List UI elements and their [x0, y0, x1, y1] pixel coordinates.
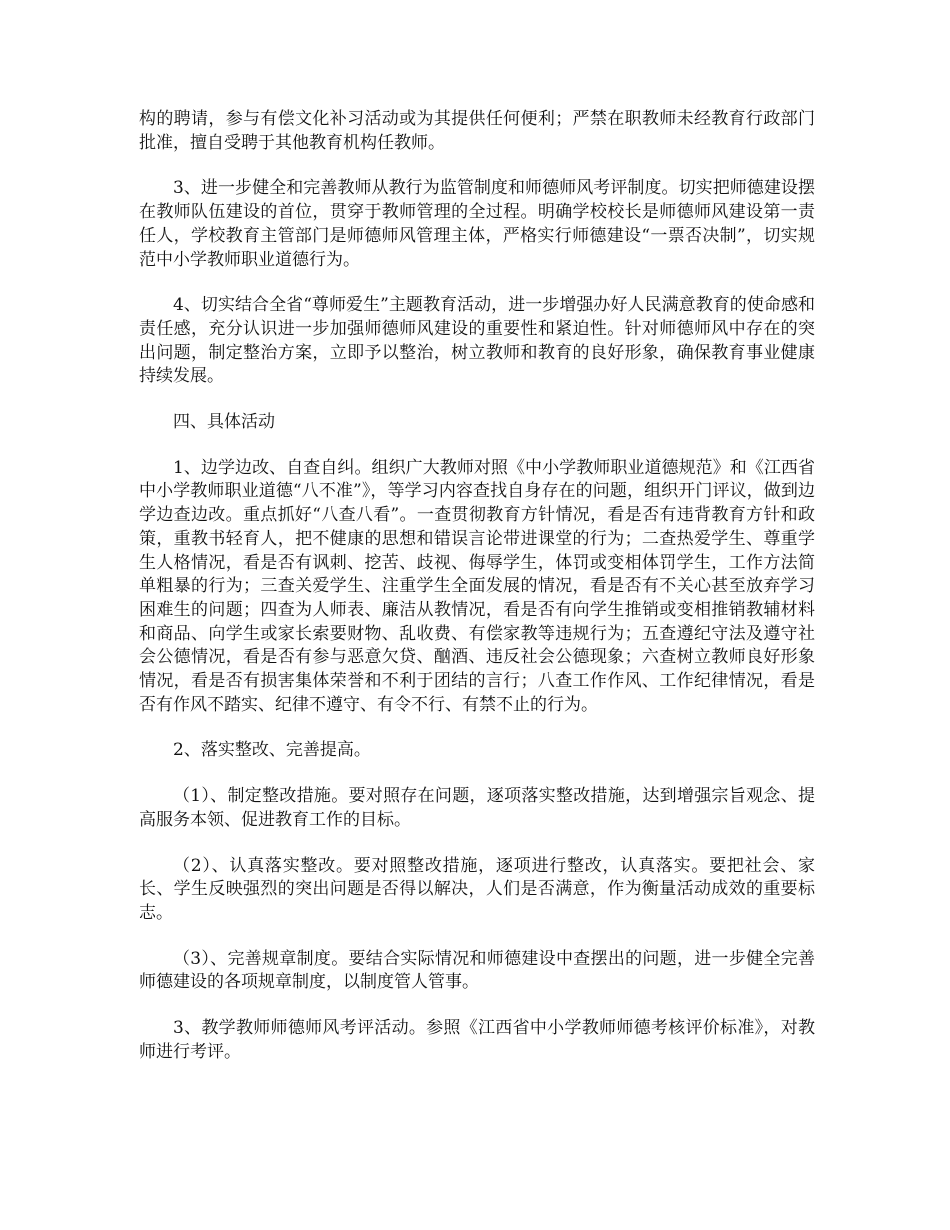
paragraph-sub-1: （1）、制定整改措施。要对照存在问题，逐项落实整改措施，达到增强宗旨观念、提高服务本领、促进教育工作的目标。: [139, 786, 815, 830]
paragraph-activity-1: 1、边学边改、自查自纠。组织广大教师对照《中小学教师职业道德规范》和《江西省中小学教师职业道德“八不准”》，等学习内容查找自身存在的问题，组织开门评议，做到边学边查边改。重点抓好“八查八看”。一查贯彻教育方针情况，看是否有违背教育方针和政策，重教书轻育人，把不健康的思想和错误言论带进课堂的行为；二查热爱学生、尊重学生人格情况，看是否有讽刺、挖苦、歧视、侮辱学生，体罚或变相体罚学生，工作方法简单粗暴的行为；三查关爱学生、注重学生全面发展的情况，看是否有不关心甚至放弃学习困难生的问题；四查为人师表、廉洁从教情况，看是否有向学生推销或变相推销教辅材料和商品、向学生或家长索要财物、乱收费、有偿家教等违规行为；五查遵纪守法及遵守社会公德情况，看是否有参与恶意欠贷、酗酒、违反社会公德现象；六查树立教师良好形象情况，看是否有损害集体荣誉和不利于团结的言行；八查工作作风、工作纪律情况，看是否有作风不踏实、纪律不遵守、有令不行、有禁不止的行为。: [139, 457, 815, 715]
document-body: [139, 108, 815, 1087]
paragraph-activity-2: 2、落实整改、完善提高。: [173, 740, 371, 761]
paragraph-sub-2: （2）、认真落实整改。要对照整改措施，逐项进行整改，认真落实。要把社会、家长、学生反映强烈的突出问题是否得以解决，人们是否满意，作为衡量活动成效的重要标志。: [139, 855, 815, 923]
paragraph-item-3-supervision: 3、进一步健全和完善教师从教行为监管制度和师德师风考评制度。切实把师德建设摆在教师队伍建设的首位，贯穿于教师管理的全过程。明确学校校长是师德师风建设第一责任人，学校教育主管部门是师德师风管理主体，严格实行师德建设“一票否决制”，切实规范中小学教师职业道德行为。: [139, 178, 815, 270]
paragraph-activity-3: 3、教学教师师德师风考评活动。参照《江西省中小学教师师德考核评价标准》，对教师进行考评。: [139, 1018, 815, 1062]
paragraph-item-4-campaign: 4、切实结合全省“尊师爱生”主题教育活动，进一步增强办好人民满意教育的使命感和责任感，充分认识进一步加强师德师风建设的重要性和紧迫性。针对师德师风中存在的突出问题，制定整治方案，立即予以整治，树立教师和教育的良好形象，确保教育事业健康持续发展。: [139, 295, 815, 387]
paragraph-continuation: 构的聘请，参与有偿文化补习活动或为其提供任何便利；严禁在职教师未经教育行政部门批准，擅自受聘于其他教育机构任教师。: [139, 109, 815, 153]
paragraph-sub-3: （3）、完善规章制度。要结合实际情况和师德建设中查摆出的问题，进一步健全完善师德建设的各项规章制度，以制度管人管事。: [139, 948, 815, 993]
section-heading-activities: 四、具体活动: [173, 412, 275, 433]
